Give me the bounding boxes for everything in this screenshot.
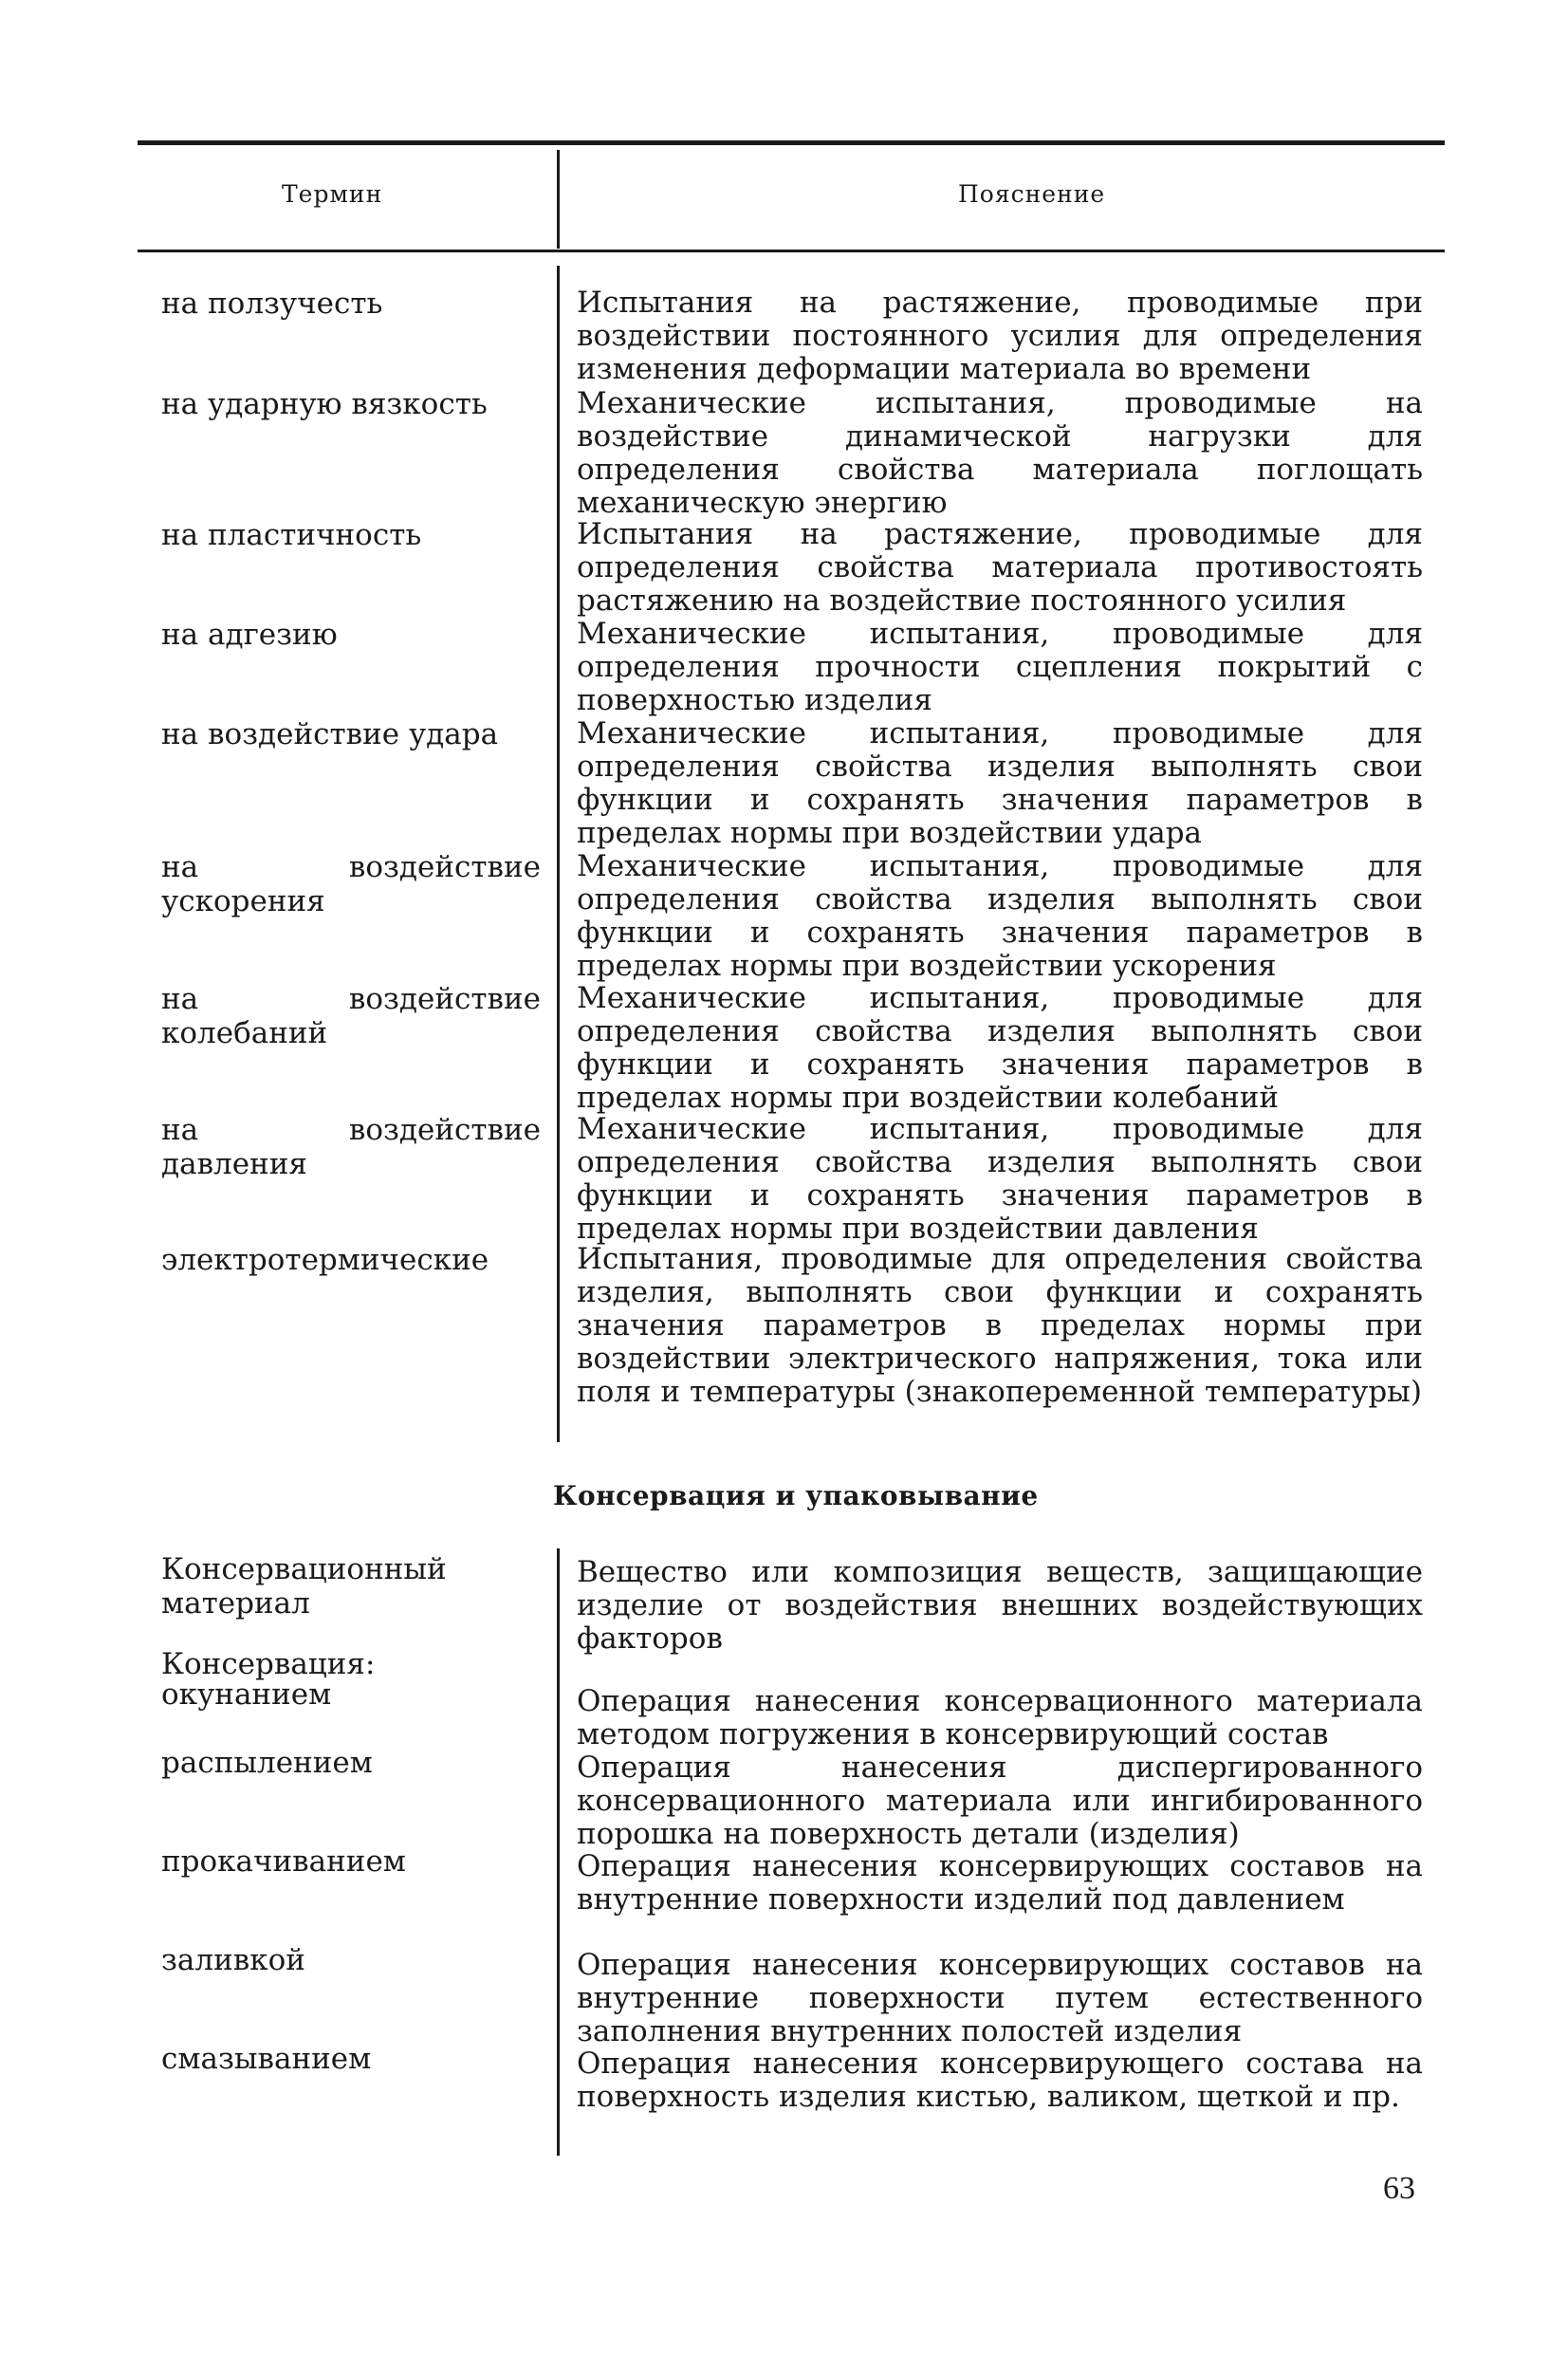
term-vibration: на воздействие колебаний	[161, 982, 541, 1050]
term-dipping: окунанием	[161, 1677, 332, 1712]
explanation-pumping: Операция нанесения консервирующих составов на внутренние поверхности изделий под давлением	[577, 1849, 1423, 1917]
term-pumping: прокачиванием	[161, 1844, 406, 1879]
term-pouring: заливкой	[161, 1943, 305, 1977]
term-spraying: распылением	[161, 1746, 373, 1780]
explanation-lubrication: Операция нанесения консервирующего состава на поверхность изделия кистью, валиком, щеткой и пр.	[577, 2047, 1423, 2114]
table-top-rule	[138, 140, 1445, 145]
term-electrothermal: электротермические	[161, 1243, 489, 1277]
term-impact-toughness: на ударную вязкость	[161, 387, 488, 421]
explanation-impact-toughness: Механические испытания, проводимые на воздействие динамической нагрузки для определения свойства материала поглощать механическую энергию	[577, 386, 1423, 520]
term-preservation-material: Консервационный материал	[161, 1552, 447, 1621]
term-plasticity: на пластичность	[161, 518, 422, 552]
explanation-pressure: Механические испытания, проводимые для определения свойства изделия выполнять свои функции и сохранять значения параметров в пределах нормы при воздействии давления	[577, 1112, 1423, 1246]
term-shock: на воздействие удара	[161, 717, 499, 751]
column-header-explanation: Пояснение	[958, 180, 1106, 208]
term-lubrication: смазыванием	[161, 2042, 372, 2076]
column-divider-lower	[557, 1548, 560, 2156]
term-creep: на ползучесть	[161, 287, 383, 321]
explanation-creep: Испытания на растяжение, проводимые при воздействии постоянного усилия для определения изменения деформации материала во времени	[577, 286, 1423, 386]
explanation-shock: Механические испытания, проводимые для определения свойства изделия выполнять свои функции и сохранять значения параметров в пределах нормы при воздействии удара	[577, 716, 1423, 850]
table-header-bottom-rule	[138, 250, 1445, 252]
explanation-pouring: Операция нанесения консервирующих составов на внутренние поверхности путем естественного заполнения внутренних полостей изделия	[577, 1948, 1423, 2048]
explanation-preservation-material: Вещество или композиция веществ, защищающие изделие от воздействия внешних воздействующих факторов	[577, 1555, 1423, 1656]
term-adhesion: на адгезию	[161, 618, 338, 652]
explanation-spraying: Операция нанесения диспергированного консервационного материала или ингибированного порошка на поверхность детали (изделия)	[577, 1751, 1423, 1851]
page-number: 63	[1383, 2171, 1415, 2206]
term-acceleration: на воздействие ускорения	[161, 850, 541, 918]
column-divider-header	[557, 150, 560, 249]
term-pressure: на воздействие давления	[161, 1113, 541, 1181]
term-preservation: Консервация:	[161, 1647, 376, 1681]
explanation-vibration: Механические испытания, проводимые для определения свойства изделия выполнять свои функции и сохранять значения параметров в пределах нормы при воздействии колебаний	[577, 981, 1423, 1115]
column-divider-upper	[557, 266, 560, 1442]
explanation-electrothermal: Испытания, проводимые для определения свойства изделия, выполнять свои функции и сохранять значения параметров в пределах нормы при воздействии электрического напряжения, тока или поля и температуры (знакопеременной температуры)	[577, 1242, 1423, 1409]
section-title: Консервация и упаковывание	[553, 1480, 1039, 1511]
explanation-adhesion: Механические испытания, проводимые для определения прочности сцепления покрытий с поверхностью изделия	[577, 617, 1423, 717]
column-header-term: Термин	[282, 180, 383, 208]
explanation-acceleration: Механические испытания, проводимые для определения свойства изделия выполнять свои функции и сохранять значения параметров в пределах нормы при воздействии ускорения	[577, 849, 1423, 983]
explanation-plasticity: Испытания на растяжение, проводимые для определения свойства материала противостоять растяжению на воздействие постоянного усилия	[577, 517, 1423, 618]
explanation-dipping: Операция нанесения консервационного материала методом погружения в консервирующий состав	[577, 1684, 1423, 1751]
